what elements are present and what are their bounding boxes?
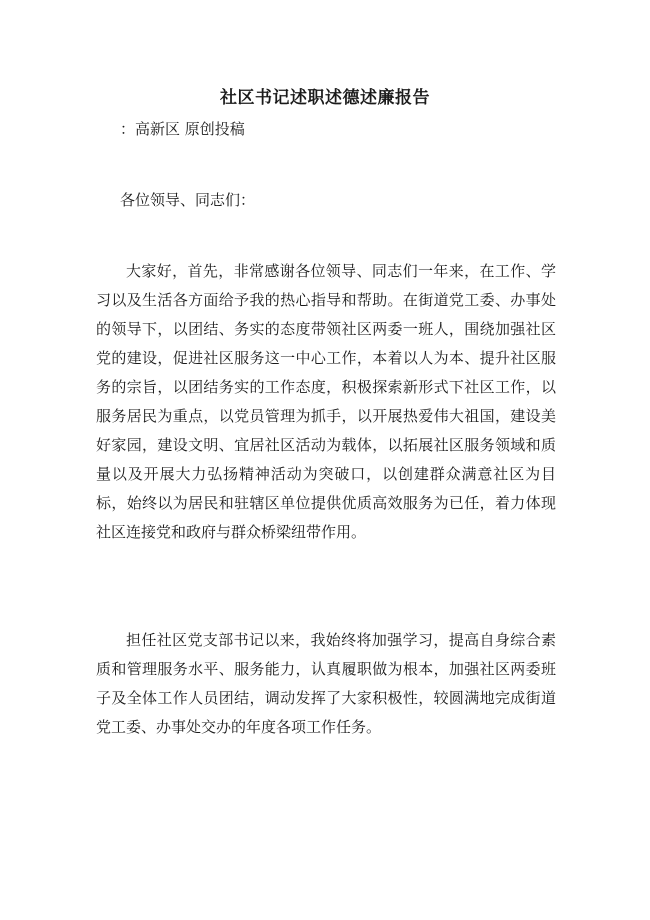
document-source-line: ：高新区 原创投稿 [120, 120, 245, 138]
body-paragraph-2: 担任社区党支部书记以来，我始终将加强学习，提高自身综合素质和管理服务水平、服务能力，认真履职做为根本，加强社区两委班子及全体工作人员团结，调动发挥了大家积极性，较圆满地完成街道党工委、办事处交办的年度各项工作任务。 [96, 631, 556, 736]
document-title: 社区书记述职述德述廉报告 [220, 88, 430, 108]
body-paragraph-1: 大家好，首先，非常感谢各位领导、同志们一年来，在工作、学习以及生活各方面给予我的热心指导和帮助。在街道党工委、办事处的领导下，以团结、务实的态度带领社区两委一班人，围绕加强社区党的建设，促进社区服务这一中心工作，本着以人为本、提升社区服务的宗旨，以团结务实的工作态度，积极探索新形式下社区工作，以服务居民为重点，以党员管理为抓手，以开展热爱伟大祖国，建设美好家园，建设文明、宜居社区活动为载体，以拓展社区服务领域和质量以及开展大力弘扬精神活动为突破口，以创建群众满意社区为目标，始终以为居民和驻辖区单位提供优质高效服务为已任，着力体现社区连接党和政府与群众桥梁纽带作用。 [96, 262, 556, 541]
greeting-line: 各位领导、同志们： [120, 191, 256, 209]
